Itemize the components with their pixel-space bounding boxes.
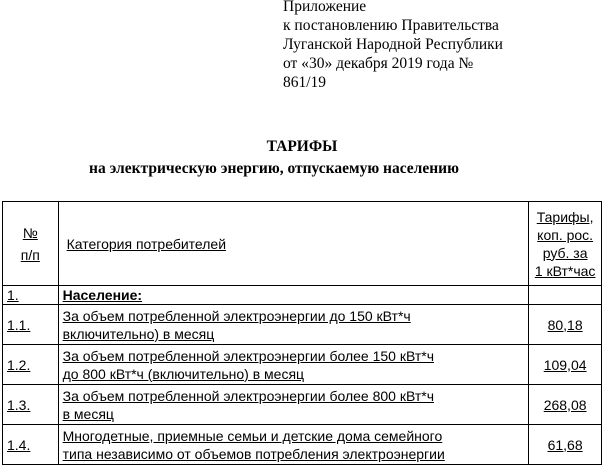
header-category: Категория потребителей	[58, 202, 529, 286]
row-category-line1: За объем потребленной электроэнергии более 800 кВт*ч	[62, 387, 434, 404]
appendix-line: к постановлению Правительства	[283, 17, 499, 34]
row-number: 1.1.	[3, 305, 59, 345]
row-category-line2: типа независимо от объемов потребления электроэнергии	[62, 445, 445, 462]
appendix-block	[283, 0, 583, 92]
header-tariff-line4: 1 кВт*час	[534, 262, 596, 279]
row-value: 109,04	[529, 345, 602, 385]
header-tariff	[529, 202, 602, 286]
row-number: 1.3.	[3, 385, 59, 425]
row-category	[58, 305, 529, 345]
row-value: 80,18	[529, 305, 602, 345]
appendix-line: Луганской Народной Республики	[283, 36, 503, 53]
header-number-line2: п/п	[20, 246, 40, 263]
row-category: Население:	[58, 286, 529, 305]
row-category	[58, 345, 529, 385]
appendix-line: Приложение	[283, 0, 367, 15]
table-row	[3, 385, 602, 425]
row-category-line1: За объем потребленной электроэнергии до 150 кВт*ч	[62, 307, 411, 324]
row-category-line2: до 800 кВт*ч (включительно) в месяц	[62, 365, 305, 382]
row-category	[58, 425, 529, 465]
row-number: 1.2.	[3, 345, 59, 385]
header-number-line1: №	[22, 224, 38, 241]
header-number	[3, 202, 59, 286]
table-row	[3, 286, 602, 305]
appendix-line: от «30» декабря 2019 года №	[283, 55, 474, 72]
row-category-line1: За объем потребленной электроэнергии более 150 кВт*ч	[62, 347, 434, 364]
appendix-line: 861/19	[283, 74, 327, 91]
row-number: 1.	[3, 286, 59, 305]
header-tariff-line1: Тарифы,	[536, 208, 594, 225]
tariffs-table	[2, 201, 602, 465]
row-category-line1: Многодетные, приемные семьи и детские дома семейного	[62, 427, 443, 444]
row-value: 61,68	[529, 425, 602, 465]
row-category	[58, 385, 529, 425]
document-subtitle: на электрическую энергию, отпускаемую населению	[89, 160, 459, 177]
header-tariff-line3: руб. за	[542, 244, 588, 261]
table-row	[3, 345, 602, 385]
row-value: 268,08	[529, 385, 602, 425]
row-number: 1.4.	[3, 425, 59, 465]
row-category-line2: включительно) в месяц	[62, 325, 215, 342]
document-title: ТАРИФЫ	[266, 138, 338, 155]
table-header-row	[3, 202, 602, 286]
row-category-line2: в месяц	[62, 405, 114, 422]
row-value	[529, 286, 602, 305]
table-row	[3, 305, 602, 345]
header-tariff-line2: коп. рос.	[537, 226, 594, 243]
table-row	[3, 425, 602, 465]
